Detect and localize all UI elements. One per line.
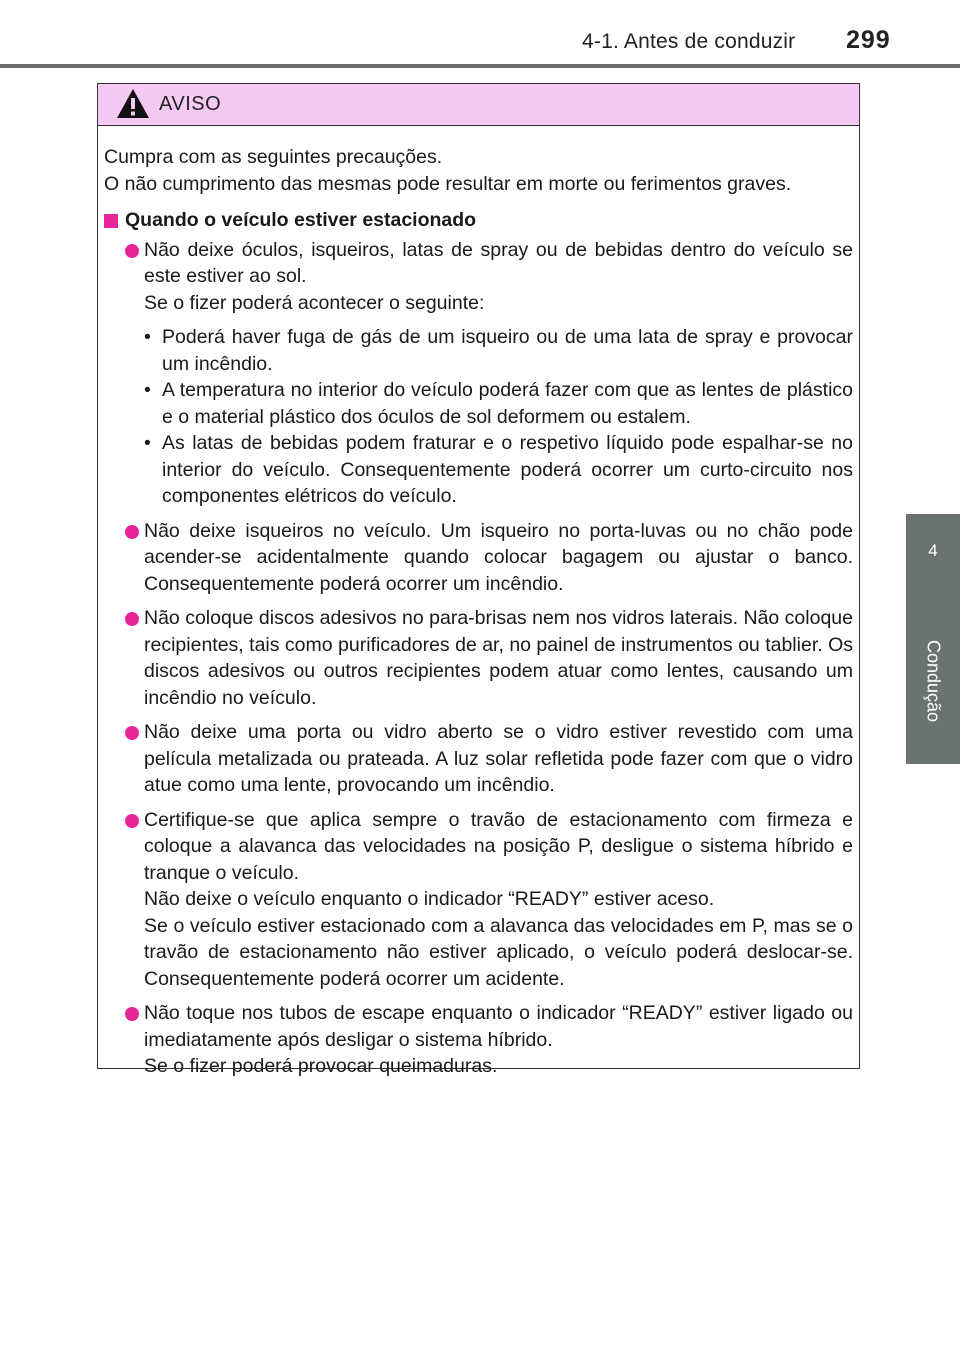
- chapter-tab[interactable]: [906, 514, 960, 598]
- dash-item: [144, 377, 853, 430]
- dash-item: [144, 430, 853, 510]
- chapter-tab-label-strip[interactable]: [906, 598, 960, 764]
- list-item: [104, 237, 853, 510]
- header-divider: [0, 64, 960, 68]
- intro-line: O não cumprimento das mesmas pode resultar em morte ou ferimentos graves.: [104, 172, 792, 195]
- list-item: [104, 807, 853, 993]
- list-item: [104, 1000, 853, 1080]
- bullet-text: Não deixe uma porta ou vidro aberto se o vidro estiver revestido com uma película metalizada ou prateada. A luz solar refletida pode fazer com que o vidro atue como uma lente, provocando um incêndio.: [144, 721, 853, 796]
- square-bullet-icon: [104, 214, 118, 228]
- dash-item: [144, 324, 853, 377]
- dash-bullet-icon: •: [144, 326, 151, 348]
- circle-bullet-icon: [125, 1007, 139, 1021]
- dash-item-text: Poderá haver fuga de gás de um isqueiro ou de uma lata de spray e provocar um incêndio.: [162, 326, 853, 375]
- circle-bullet-icon: [125, 244, 139, 258]
- dash-bullet-icon: •: [144, 379, 151, 401]
- bullet-extra: Se o fizer poderá provocar queimaduras.: [144, 1055, 498, 1077]
- dash-list: [144, 324, 853, 510]
- warning-intro: [104, 144, 853, 197]
- circle-bullet-icon: [125, 726, 139, 740]
- intro-line: Cumpra com as seguintes precauções.: [104, 146, 443, 168]
- circle-bullet-icon: [125, 814, 139, 828]
- bullet-text: Não deixe óculos, isqueiros, latas de spray ou de bebidas dentro do veículo se este estiver ao sol.: [144, 238, 853, 287]
- warning-box: [97, 83, 860, 1077]
- bullet-text: Não toque nos tubos de escape enquanto o indicador “READY” estiver ligado ou imediatamente após desligar o sistema híbrido.: [144, 1002, 853, 1051]
- subheading: [104, 207, 853, 234]
- bullet-extra: Se o fizer poderá acontecer o seguinte:: [144, 291, 485, 314]
- list-item: [104, 719, 853, 799]
- dash-item-text: As latas de bebidas podem fraturar e o respetivo líquido pode espalhar-se no interior do veículo. Consequentemente poderá ocorrer um curto-circuito nos componentes elétricos do veículo.: [162, 432, 853, 507]
- bullet-extra: Não deixe o veículo enquanto o indicador “READY” estiver aceso.: [144, 888, 715, 910]
- chapter-label: Condução: [923, 639, 944, 723]
- bullet-extra: Se o veículo estiver estacionado com a alavanca das velocidades em P, mas se o travão de estacionamento não estiver aplicado, o veículo poderá deslocar-se. Consequentemente poderá ocorrer um acidente.: [144, 914, 853, 990]
- circle-bullet-icon: [125, 525, 139, 539]
- chapter-number: 4: [928, 541, 938, 560]
- subheading-text: Quando o veículo estiver estacionado: [125, 209, 477, 231]
- bullet-text: Não coloque discos adesivos no para-brisas nem nos vidros laterais. Não coloque recipientes, tais como purificadores de ar, no painel de instrumentos ou tablier. Os discos adesivos ou outros recipientes podem atuar como lentes, causando um incêndio no veículo.: [144, 607, 853, 709]
- list-item: [104, 605, 853, 711]
- warning-title: AVISO: [159, 93, 222, 115]
- dash-item-text: A temperatura no interior do veículo poderá fazer com que as lentes de plástico e o material plástico dos óculos de sol deformem ou estalem.: [162, 379, 853, 428]
- warning-header: [98, 84, 859, 126]
- bullet-text: Certifique-se que aplica sempre o travão de estacionamento com firmeza e coloque a alavanca das velocidades na posição P, desligue o sistema híbrido e tranque o veículo.: [144, 808, 853, 884]
- list-item: [104, 518, 853, 598]
- section-title: 4-1. Antes de conduzir: [582, 30, 796, 53]
- circle-bullet-icon: [125, 612, 139, 626]
- dash-bullet-icon: •: [144, 432, 151, 454]
- page-number: 299: [846, 26, 891, 54]
- warning-triangle-icon: [116, 88, 150, 119]
- bullet-text: Não deixe isqueiros no veículo. Um isqueiro no porta-luvas ou no chão pode acender-se acidentalmente quando colocar bagagem ou ajustar o banco. Consequentemente poderá ocorrer um incêndio.: [144, 519, 853, 595]
- warning-body: [98, 126, 859, 1080]
